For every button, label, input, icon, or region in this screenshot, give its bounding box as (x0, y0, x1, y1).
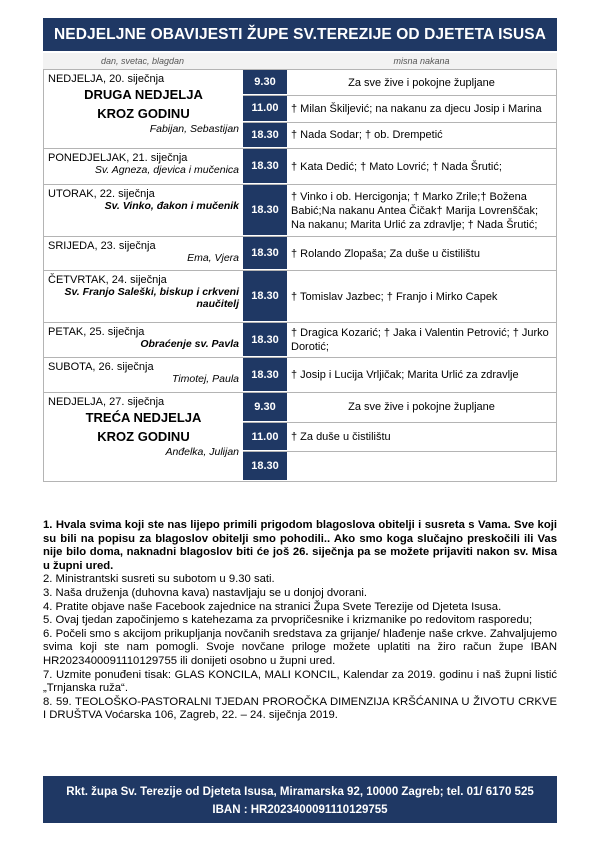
footer-iban: IBAN : HR2023400091110129755 (212, 804, 388, 816)
feast-title: DRUGA NEDJELJA (84, 87, 203, 102)
mass-time: 9.30 (243, 393, 287, 422)
mass-intention: † Dragica Kozarić; † Jaka i Valentin Petrović; † Jurko Dorotić; (291, 327, 549, 353)
day-name: SRIJEDA, 23. siječnja (48, 240, 156, 252)
mass-row (243, 423, 556, 453)
day-row (43, 271, 557, 323)
saint-name: Timotej, Paula (171, 373, 239, 385)
day-row (43, 185, 557, 237)
day-rows (43, 70, 557, 482)
mass-list (243, 393, 556, 481)
day-info (44, 185, 243, 236)
mass-list (243, 323, 556, 357)
announcement-item: 5. Ovaj tjedan započinjemo s katehezama za prvopričesnike i krizmanike po redovitom rasporedu; (43, 614, 533, 627)
mass-intention: Za sve žive i pokojne župljane (348, 76, 495, 89)
header-intent-column: misna nakana (286, 53, 557, 69)
mass-time: 9.30 (243, 70, 287, 95)
mass-time: 18.30 (243, 149, 287, 184)
saint-name: Sv. Franjo Saleški, biskup i crkveni naučitelj (64, 286, 239, 310)
day-name: UTORAK, 22. siječnja (48, 188, 155, 200)
announcement-item: 3. Naša druženja (duhovna kava) nastavljaju se u donjoj dvorani. (43, 586, 368, 599)
mass-row (243, 452, 556, 481)
announcement-item: 7. Uzmite ponuđeni tisak: GLAS KONCILA, MALI KONCIL, Kalendar za 2019. godinu i naš župni listić „Trnjanska ruža“. (43, 668, 557, 695)
mass-list (243, 358, 556, 392)
saint-name: Sv. Agneza, djevica i mučenica (94, 164, 239, 176)
mass-row (243, 185, 556, 236)
mass-intention: † Milan Škiljević; na nakanu za djecu Josip i Marina (291, 102, 542, 115)
announcement-item: 4. Pratite objave naše Facebook zajednice na stranici Župa Svete Terezije od Djeteta Isusa. (43, 600, 502, 613)
mass-time: 11.00 (243, 423, 287, 452)
day-row (43, 237, 557, 271)
day-info (44, 237, 243, 270)
day-row (43, 358, 557, 393)
header-time-column (242, 53, 286, 69)
day-info (44, 323, 243, 357)
mass-intention: Za sve žive i pokojne župljane (348, 401, 495, 414)
day-name: ČETVRTAK, 24. siječnja (48, 274, 167, 286)
mass-intention: † Rolando Zlopaša; Za duše u čistilištu (291, 247, 480, 260)
mass-list (243, 185, 556, 236)
mass-time: 18.30 (243, 123, 287, 148)
day-row (43, 323, 557, 358)
mass-intention: † Za duše u čistilištu (291, 431, 391, 443)
saint-name: Sv. Vinko, đakon i mučenik (104, 200, 239, 212)
header-day-column: dan, svetac, blagdan (43, 53, 242, 69)
mass-time: 18.30 (243, 237, 287, 270)
footer-contact (43, 776, 557, 823)
day-row (43, 393, 557, 482)
day-name: NEDJELJA, 27. siječnja (48, 396, 165, 408)
day-info (44, 271, 243, 322)
announcement-item: 8. 59. TEOLOŠKO-PASTORALNI TJEDAN PROROČKA DIMENZIJA KRŠĆANINA U ŽIVOTU CRKVE I DRUŠTVA Voćarska 106, Zagreb, 22. – 24. siječnja 2019. (43, 695, 557, 722)
mass-intention: † Tomislav Jazbec; † Franjo i Mirko Capek (291, 290, 498, 303)
announcement-item: 1. Hvala svima koji ste nas lijepo primili prigodom blagoslova obitelji i susreta s Vama. Sve koji su bili na popisu za blagoslov obitelji smo pohodili.. Ako smo koga slučajno preskočili ili Vas nije bilo doma, naknadni blagoslov biti će još 26. siječnja pa se možete prijaviti nakon sv. Misa u župni ured. (43, 519, 557, 572)
day-name: PETAK, 25. siječnja (48, 326, 145, 338)
table-header (43, 53, 557, 70)
mass-row (243, 323, 556, 357)
mass-time: 18.30 (243, 271, 287, 322)
announcements (43, 519, 557, 723)
mass-schedule-table (43, 53, 557, 482)
mass-row (243, 271, 556, 322)
mass-row (243, 123, 556, 148)
mass-time: 18.30 (243, 323, 287, 357)
mass-intention: † Nada Sodar; † ob. Drempetić (291, 129, 443, 142)
announcement-item: 6. Počeli smo s akcijom prikupljanja novčanih sredstava za grijanje/ hlađenje naše crkve. Zahvaljujemo svima koji ste nam pomogli. Svoje novčane priloge možete uplatiti na žiro račun župe IBAN HR2023400091110129755 ili donijeti osobno u župni ured. (43, 627, 557, 667)
day-name: PONEDJELJAK, 21. siječnja (48, 152, 188, 164)
mass-intention (287, 452, 556, 481)
feast-title: KROZ GODINU (97, 106, 190, 121)
mass-row (243, 358, 556, 392)
mass-row (243, 96, 556, 122)
saint-name: Anđelka, Julijan (165, 446, 239, 458)
mass-time: 18.30 (243, 185, 287, 236)
day-info (44, 149, 243, 184)
day-info (44, 393, 243, 481)
footer-address: Rkt. župa Sv. Terezije od Djeteta Isusa, Miramarska 92, 10000 Zagreb; tel. 01/ 6170 525 (66, 786, 534, 798)
mass-time: 11.00 (243, 96, 287, 121)
day-row (43, 149, 557, 185)
mass-list (243, 70, 556, 148)
mass-list (243, 237, 556, 270)
mass-row (243, 393, 556, 423)
day-info (44, 70, 243, 148)
mass-time: 18.30 (243, 452, 287, 481)
day-name: NEDJELJA, 20. siječnja (48, 73, 165, 85)
mass-list (243, 271, 556, 322)
page-title: NEDJELJNE OBAVIJESTI ŽUPE SV.TEREZIJE OD DJETETA ISUSA (43, 18, 557, 51)
saint-name: Obraćenje sv. Pavla (140, 338, 239, 350)
mass-row (243, 70, 556, 96)
day-name: SUBOTA, 26. siječnja (48, 361, 154, 373)
mass-row (243, 149, 556, 184)
mass-time: 18.30 (243, 358, 287, 392)
mass-intention: † Josip i Lucija Vrljičak; Marita Urlić za zdravlje (291, 369, 519, 381)
mass-intention: † Vinko i ob. Hercigonja; † Marko Zrile;† Božena Babić;Na nakanu Antea Čičak† Marija Lovrenščak; Na nakanu; Marita Urlić za zdravlje; † Nada Šrutić; (291, 190, 539, 231)
mass-row (243, 237, 556, 270)
mass-intention: † Kata Dedić; † Mato Lovrić; † Nada Šrutić; (291, 160, 502, 173)
day-info (44, 358, 243, 392)
saint-name: Ema, Vjera (187, 252, 239, 264)
feast-title: TREĆA NEDJELJA (85, 410, 202, 425)
saint-name: Fabijan, Sebastijan (149, 123, 239, 135)
feast-title: KROZ GODINU (97, 429, 190, 444)
day-row (43, 70, 557, 149)
announcement-item: 2. Ministrantski susreti su subotom u 9.30 sati. (43, 573, 275, 586)
mass-list (243, 149, 556, 184)
